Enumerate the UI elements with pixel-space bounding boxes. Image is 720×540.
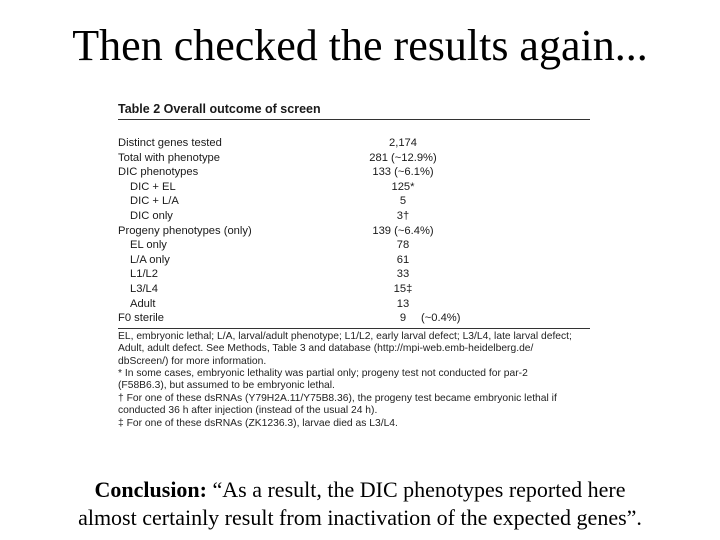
- footnote-line: Adult, adult defect. See Methods, Table 3 and database (http://mpi-web.emb-heidelberg.de/: [118, 343, 534, 355]
- row-label: DIC only: [130, 209, 173, 222]
- row-label: L3/L4: [130, 282, 158, 295]
- row-value: 13: [396, 297, 410, 310]
- row-value: 3†: [396, 209, 410, 222]
- footnote-line: EL, embryonic lethal; L/A, larval/adult phenotype; L1/L2, early larval defect; L3/L4, late larval defect;: [118, 330, 572, 342]
- row-percentage: (~0.4%): [421, 312, 461, 325]
- row-value: 125*: [391, 180, 415, 193]
- table-figure: [118, 100, 590, 440]
- row-label: L/A only: [130, 253, 170, 266]
- row-value: 2,174: [389, 137, 417, 149]
- table-body: [118, 120, 590, 326]
- table-row: [118, 209, 590, 224]
- row-label: DIC + L/A: [130, 195, 179, 208]
- table-row: [118, 136, 590, 151]
- table-caption: Table 2 Overall outcome of screen: [118, 102, 321, 116]
- row-value: 281 (~12.9%): [369, 151, 437, 164]
- row-label: L1/L2: [130, 268, 158, 281]
- footnote-line: (F58B6.3), but assumed to be embryonic lethal.: [118, 380, 335, 392]
- row-value: 9: [399, 312, 407, 325]
- conclusion-quote-start: “As a result, the DIC phenotypes reported here: [212, 477, 626, 502]
- footnote-line: * In some cases, embryonic lethality was partial only; progeny test not conducted for par-2: [118, 367, 528, 379]
- slide-title: Then checked the results again...: [72, 21, 648, 70]
- row-value: 15‡: [393, 282, 413, 295]
- conclusion-line: [0, 476, 720, 504]
- row-value: 139 (~6.4%): [372, 224, 434, 237]
- footnote-line: † For one of these dsRNAs (Y79H2A.11/Y75B8.36), the progeny test became embryonic lethal if: [118, 392, 557, 404]
- conclusion-line: almost certainly result from inactivation of the expected genes”.: [78, 505, 642, 530]
- row-label: DIC + EL: [130, 180, 176, 193]
- row-label: Adult: [130, 297, 156, 310]
- table-row: [118, 297, 590, 312]
- table-row: [118, 311, 590, 326]
- row-label: Distinct genes tested: [118, 137, 222, 149]
- table-row: [118, 253, 590, 268]
- row-value: 133 (~6.1%): [372, 166, 434, 179]
- footnote-line: dbScreen/) for more information.: [118, 355, 267, 367]
- table-row: [118, 165, 590, 180]
- footnote-line: conducted 36 h after injection (instead of the usual 24 h).: [118, 405, 378, 417]
- row-label: DIC phenotypes: [118, 166, 199, 179]
- conclusion-label: Conclusion:: [94, 477, 207, 502]
- table-row: [118, 238, 590, 253]
- table-row: [118, 282, 590, 297]
- row-label: Total with phenotype: [118, 151, 220, 164]
- table-row: [118, 194, 590, 209]
- table-row: [118, 267, 590, 282]
- row-value: 5: [399, 195, 407, 208]
- row-label: F0 sterile: [118, 312, 165, 325]
- footnote-line: ‡ For one of these dsRNAs (ZK1236.3), larvae died as L3/L4.: [118, 417, 398, 429]
- row-label: EL only: [130, 239, 167, 252]
- conclusion-text: [0, 476, 720, 532]
- row-label: Progeny phenotypes (only): [118, 224, 252, 237]
- table-row: [118, 224, 590, 239]
- row-value: 61: [396, 253, 410, 266]
- table-row: [118, 151, 590, 166]
- table-row: [118, 180, 590, 195]
- table-footnotes: [118, 329, 590, 430]
- row-value: 78: [396, 239, 410, 252]
- row-value: 33: [396, 268, 410, 281]
